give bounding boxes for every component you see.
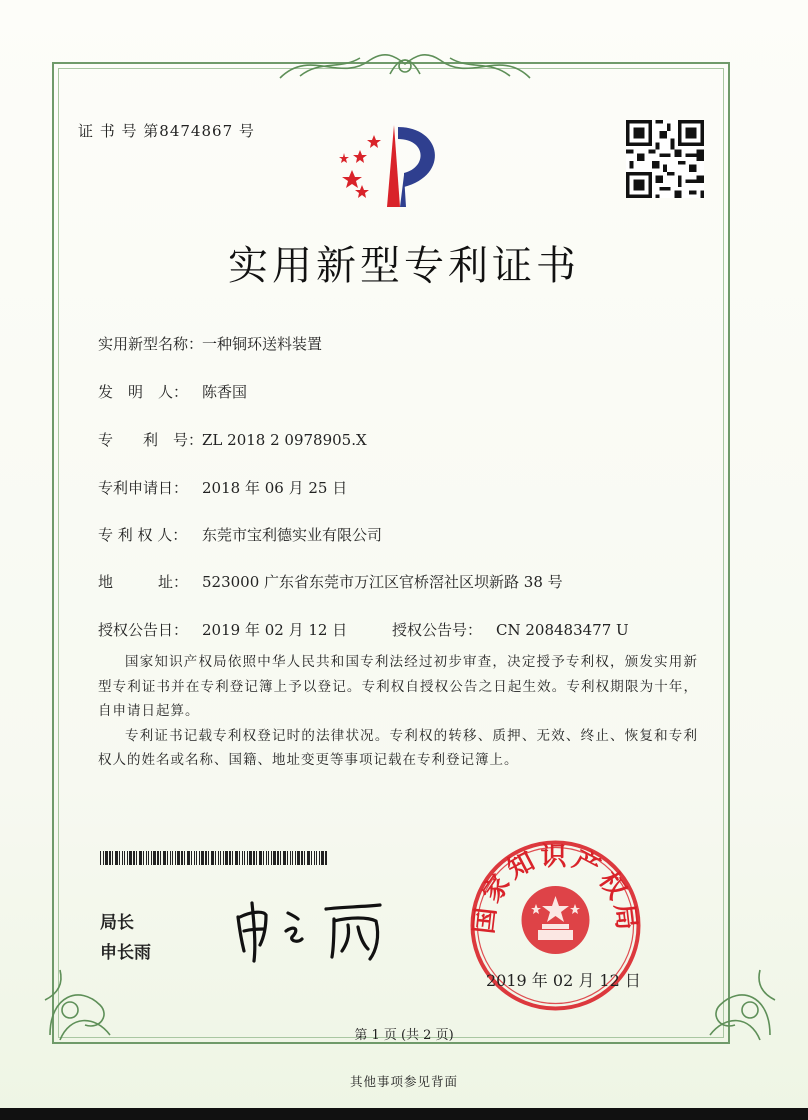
barcode-bar xyxy=(129,851,132,865)
director-name: 申长雨 xyxy=(100,943,151,963)
barcode-bar xyxy=(259,851,262,865)
barcode-bar xyxy=(201,851,204,865)
director-block xyxy=(100,908,151,968)
scan-edge xyxy=(0,1108,808,1120)
back-note: 其他事项参见背面 xyxy=(349,1074,458,1089)
barcode-bar xyxy=(225,851,228,865)
barcode-bar xyxy=(100,851,101,865)
certificate-title: 实用新型专利证书 xyxy=(228,243,580,289)
field-value: 一种铜环送料装置 xyxy=(202,335,323,353)
barcode-bar xyxy=(277,851,279,865)
field-value: ZL 2018 2 0978905.X xyxy=(202,431,367,449)
certificate-body xyxy=(98,650,698,773)
barcode-bar xyxy=(232,851,233,865)
barcode-bar xyxy=(172,851,173,865)
field-grant-date xyxy=(98,619,347,640)
barcode-bar xyxy=(229,851,231,865)
barcode-bar xyxy=(167,851,168,865)
field-label: 专 利 号： xyxy=(98,431,204,449)
barcode-bar xyxy=(244,851,245,865)
field-application-date xyxy=(98,477,347,498)
field-patentee xyxy=(98,524,382,545)
field-inventor xyxy=(98,381,247,402)
field-label: 地 址： xyxy=(98,573,189,591)
barcode-bar xyxy=(304,851,305,865)
barcode-bar xyxy=(325,851,327,865)
field-label: 专 利 权 人： xyxy=(98,526,188,544)
field-label: 专利申请日： xyxy=(98,479,189,497)
barcode-bar xyxy=(184,851,185,865)
field-value: 2018 年 06 月 25 日 xyxy=(202,479,348,497)
barcode-bar xyxy=(199,851,200,865)
seal-date: 2019 年 02 月 12 日 xyxy=(486,971,641,990)
barcode-bar xyxy=(122,851,123,865)
barcode-bar xyxy=(205,851,207,865)
barcode-bar xyxy=(314,851,315,865)
barcode-bar xyxy=(124,851,125,865)
barcode-bar xyxy=(292,851,293,865)
barcode-bar xyxy=(160,851,161,865)
barcode-bar xyxy=(290,851,291,865)
barcode-bar xyxy=(115,851,118,865)
barcode-bar xyxy=(136,851,137,865)
field-value: 陈香国 xyxy=(202,383,248,401)
director-title: 局长 xyxy=(100,913,134,933)
barcode-bar xyxy=(283,851,286,865)
field-value: 523000 广东省东莞市万江区官桥滘社区坝新路 38 号 xyxy=(202,573,563,591)
barcode-bar xyxy=(321,851,324,865)
body-paragraph: 专利证书记载专利权登记时的法律状况。专利权的转移、质押、无效、终止、恢复和专利权人的姓名或名称、国籍、地址变更等事项记载在专利登记簿上。 xyxy=(98,727,698,768)
certificate-number: 证 书 号 第8474867 号 xyxy=(78,122,255,140)
field-label: 授权公告号： xyxy=(392,621,483,639)
barcode-bar xyxy=(316,851,317,865)
barcode-bar xyxy=(297,851,300,865)
barcode-bar xyxy=(223,851,224,865)
barcode-bar xyxy=(133,851,135,865)
barcode-bar xyxy=(181,851,183,865)
barcode-bar xyxy=(196,851,197,865)
barcode-bar xyxy=(153,851,156,865)
patent-office-logo-icon xyxy=(332,115,452,215)
barcode-bar xyxy=(218,851,219,865)
barcode-bar xyxy=(247,851,248,865)
barcode-bar xyxy=(268,851,269,865)
barcode-bar xyxy=(239,851,240,865)
barcode-bar xyxy=(256,851,257,865)
barcode-bar xyxy=(319,851,320,865)
barcode-bar xyxy=(170,851,171,865)
barcode-bar xyxy=(191,851,192,865)
barcode-bar xyxy=(249,851,252,865)
barcode-bar xyxy=(253,851,255,865)
barcode-bar xyxy=(215,851,216,865)
barcode-bar xyxy=(242,851,243,865)
barcode-bar xyxy=(127,851,128,865)
barcode-bar xyxy=(146,851,147,865)
barcode-bar xyxy=(208,851,209,865)
field-address xyxy=(98,571,563,592)
seal-text: 国家知识产权局 xyxy=(469,841,642,936)
barcode-bar xyxy=(273,851,276,865)
field-value: 东莞市宝利德实业有限公司 xyxy=(202,526,383,544)
barcode-bar xyxy=(311,851,312,865)
barcode-bar xyxy=(139,851,142,865)
field-label: 发 明 人： xyxy=(98,383,189,401)
top-ornament xyxy=(270,38,540,88)
barcode-bar xyxy=(157,851,159,865)
barcode-bar xyxy=(295,851,296,865)
field-utility-model-name xyxy=(98,333,322,354)
field-value: CN 208483477 U xyxy=(496,621,629,639)
barcode-bar xyxy=(143,851,144,865)
barcode-bar xyxy=(307,851,310,865)
body-paragraph: 国家知识产权局依照中华人民共和国专利法经过初步审查，决定授予专利权，颁发实用新型专利证书并在专利登记簿上予以登记。专利权自授权公告之日起生效。专利权期限为十年，自申请日起算。 xyxy=(98,654,698,719)
barcode-bar xyxy=(175,851,176,865)
barcode-bar xyxy=(280,851,281,865)
qr-code xyxy=(626,120,704,198)
barcode-bar xyxy=(266,851,267,865)
field-grant-number xyxy=(392,619,629,640)
barcode xyxy=(100,851,330,865)
field-label: 授权公告日： xyxy=(98,621,189,639)
barcode-bar xyxy=(301,851,303,865)
barcode-bar xyxy=(263,851,264,865)
field-label: 实用新型名称： xyxy=(98,335,204,353)
director-signature xyxy=(230,895,405,965)
barcode-bar xyxy=(287,851,288,865)
page-number: 第 1 页 (共 2 页) xyxy=(354,1028,454,1043)
barcode-bar xyxy=(148,851,149,865)
barcode-bar xyxy=(119,851,120,865)
field-patent-number xyxy=(98,429,367,450)
barcode-bar xyxy=(109,851,111,865)
barcode-bar xyxy=(151,851,152,865)
barcode-bar xyxy=(187,851,190,865)
barcode-bar xyxy=(103,851,104,865)
barcode-bar xyxy=(235,851,238,865)
barcode-bar xyxy=(105,851,108,865)
barcode-bar xyxy=(271,851,272,865)
barcode-bar xyxy=(177,851,180,865)
barcode-bar xyxy=(211,851,214,865)
barcode-bar xyxy=(194,851,195,865)
barcode-bar xyxy=(112,851,113,865)
barcode-bar xyxy=(163,851,166,865)
barcode-bar xyxy=(220,851,221,865)
field-value: 2019 年 02 月 12 日 xyxy=(202,621,348,639)
